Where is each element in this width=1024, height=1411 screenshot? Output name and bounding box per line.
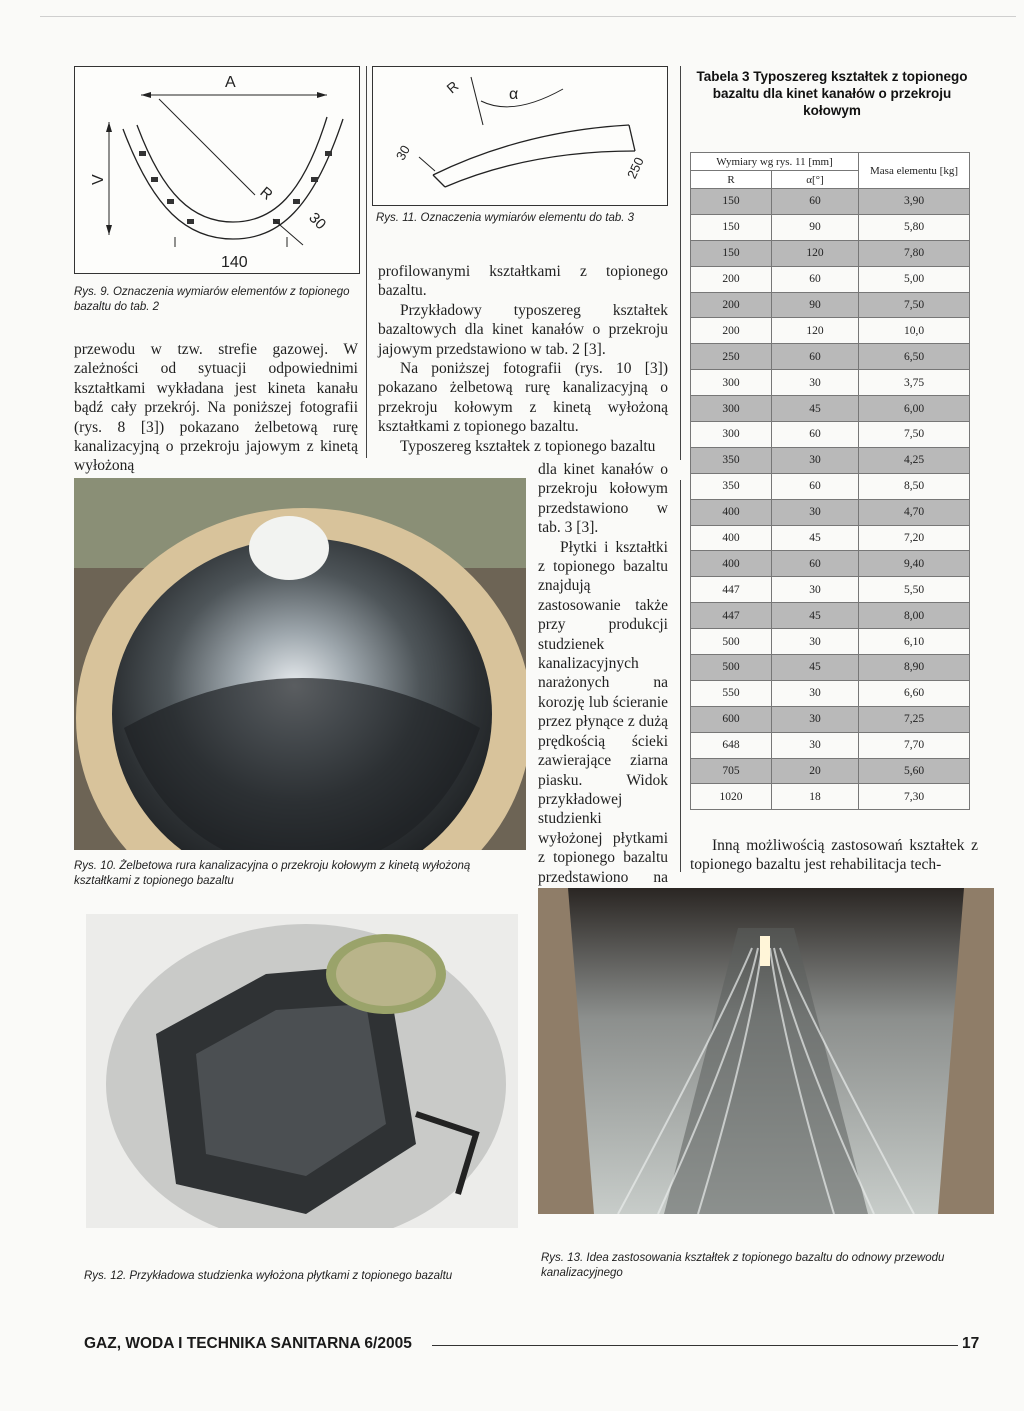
thickness-30-label: 30 <box>392 142 414 163</box>
column-3-text <box>690 836 978 875</box>
table-row <box>691 603 970 629</box>
cell-r: 447 <box>691 603 772 629</box>
dim-30-label: 30 <box>305 209 330 234</box>
cell-alpha: 60 <box>772 551 859 577</box>
table-row <box>691 240 970 266</box>
footer-page-number: 17 <box>962 1335 980 1352</box>
dim-v-label: V <box>90 174 107 185</box>
table-row <box>691 214 970 240</box>
cell-mass: 6,60 <box>859 680 970 706</box>
column-rule-3 <box>680 480 681 872</box>
table-row <box>691 655 970 681</box>
figure-10-photo <box>74 478 526 850</box>
figure-9-caption: Rys. 9. Oznaczenia wymiarów elementów z topionego bazaltu do tab. 2 <box>74 286 350 313</box>
cell-alpha: 30 <box>772 629 859 655</box>
footer-rule <box>432 1345 958 1346</box>
cell-alpha: 30 <box>772 732 859 758</box>
table-3-grid <box>690 152 970 810</box>
figure-9-diagram <box>74 66 360 274</box>
col2-p5: Płytki i kształtki z topionego bazaltu znajdują zastosowanie także przy produkcji studzienek kanalizacyjnych narażonych na korozję lub ścieranie przez płynące z dużą prędkością ścieki zawierające ziarna piasku. Widok przykładowej studzienki wyłożonej płytkami z topionego bazaltu przedstawiono na <box>538 538 668 886</box>
header-r: R <box>691 171 772 189</box>
footer-journal: GAZ, WODA I TECHNIKA SANITARNA 6/2005 <box>84 1335 412 1352</box>
cell-alpha: 30 <box>772 706 859 732</box>
table-row <box>691 396 970 422</box>
col2-p4-first: Typoszereg kształtek z topionego bazaltu <box>400 437 656 455</box>
table-3-title: Tabela 3 Typoszereg kształtek z topionego bazaltu dla kinet kanałów o przekroju kołowym <box>696 69 968 118</box>
cell-r: 400 <box>691 525 772 551</box>
cell-r: 550 <box>691 680 772 706</box>
cell-r: 200 <box>691 266 772 292</box>
cell-r: 200 <box>691 292 772 318</box>
alpha-label: α <box>509 86 519 103</box>
table-row <box>691 551 970 577</box>
cell-alpha: 45 <box>772 655 859 681</box>
cell-mass: 8,50 <box>859 473 970 499</box>
header-dimensions: Wymiary wg rys. 11 [mm] <box>691 153 859 171</box>
cell-alpha: 90 <box>772 292 859 318</box>
column-rule-2 <box>680 66 681 460</box>
cell-alpha: 60 <box>772 266 859 292</box>
cell-mass: 3,75 <box>859 370 970 396</box>
cell-r: 500 <box>691 655 772 681</box>
cell-alpha: 120 <box>772 318 859 344</box>
cell-r: 350 <box>691 473 772 499</box>
col2-p2: Przykładowy typoszereg kształtek bazaltowych dla kinet kanałów o przekroju jajowym przedstawiono w tab. 2 [3]. <box>378 301 668 358</box>
cell-mass: 7,70 <box>859 732 970 758</box>
figure-13-caption: Rys. 13. Idea zastosowania kształtek z topionego bazaltu do odnowy przewodu kanalizacyjnego <box>541 1252 945 1279</box>
table-row <box>691 629 970 655</box>
table-3 <box>690 152 970 810</box>
figure-11-diagram <box>372 66 668 206</box>
col2-p1: profilowanymi kształtkami z topionego bazaltu. <box>378 263 668 300</box>
cell-alpha: 30 <box>772 370 859 396</box>
cell-alpha: 60 <box>772 189 859 215</box>
cell-mass: 9,40 <box>859 551 970 577</box>
cell-r: 250 <box>691 344 772 370</box>
cell-r: 150 <box>691 240 772 266</box>
cell-r: 400 <box>691 499 772 525</box>
table-row <box>691 422 970 448</box>
cell-alpha: 60 <box>772 473 859 499</box>
col2-p3: Na poniższej fotografii (rys. 10 [3]) pokazano żelbetową rurę kanalizacyjną o przekroju kołowym z kinetą wyłożoną kształtkami z topionego bazaltu. <box>378 360 668 436</box>
figure-12-caption: Rys. 12. Przykładowa studzienka wyłożona płytkami z topionego bazaltu <box>84 1270 453 1282</box>
col1-paragraph: przewodu w tzw. strefie gazowej. W zależności od sytuacji odpowiednimi kształtkami wykładana jest kineta kanału bądź cały przekrój. Na poniższej fotografii (rys. 8 [3]) pokazano żelbetową rurę kanalizacyjną o przekroju jajowym z kinetą wyłożoną <box>74 341 358 475</box>
table-row <box>691 577 970 603</box>
cell-alpha: 18 <box>772 784 859 810</box>
table-row <box>691 266 970 292</box>
cell-mass: 8,90 <box>859 655 970 681</box>
cell-mass: 5,50 <box>859 577 970 603</box>
cell-mass: 6,10 <box>859 629 970 655</box>
col2-p4-narrow: dla kinet kanałów o przekroju kołowym przedstawiono w tab. 3 [3]. <box>538 461 668 537</box>
table-row <box>691 370 970 396</box>
table-row <box>691 499 970 525</box>
length-250-label: 250 <box>623 154 647 181</box>
dim-r-label: R <box>256 183 276 204</box>
cell-alpha: 45 <box>772 525 859 551</box>
figure-13-photo <box>538 888 994 1214</box>
table-row <box>691 292 970 318</box>
cell-alpha: 60 <box>772 344 859 370</box>
cell-mass: 8,00 <box>859 603 970 629</box>
kinet-cross-section-drawing <box>75 67 359 273</box>
cell-mass: 7,80 <box>859 240 970 266</box>
cell-r: 350 <box>691 447 772 473</box>
cell-alpha: 30 <box>772 577 859 603</box>
cell-r: 1020 <box>691 784 772 810</box>
col3-paragraph: Inną możliwością zastosowań kształtek z topionego bazaltu jest rehabilitacja tech- <box>690 837 978 874</box>
cell-r: 200 <box>691 318 772 344</box>
table-row <box>691 680 970 706</box>
table-row <box>691 784 970 810</box>
cell-mass: 4,70 <box>859 499 970 525</box>
figure-11-caption: Rys. 11. Oznaczenia wymiarów elementu do tab. 3 <box>376 212 635 224</box>
table-row <box>691 318 970 344</box>
dim-140-label: 140 <box>221 254 248 271</box>
cell-alpha: 120 <box>772 240 859 266</box>
cell-alpha: 30 <box>772 499 859 525</box>
cell-r: 705 <box>691 758 772 784</box>
table-row <box>691 758 970 784</box>
cell-mass: 10,0 <box>859 318 970 344</box>
dim-a-label: A <box>225 74 236 91</box>
cell-mass: 7,50 <box>859 292 970 318</box>
cell-alpha: 60 <box>772 422 859 448</box>
cell-r: 600 <box>691 706 772 732</box>
cell-r: 500 <box>691 629 772 655</box>
cell-r: 648 <box>691 732 772 758</box>
table-row <box>691 525 970 551</box>
table-row <box>691 447 970 473</box>
cell-mass: 3,90 <box>859 189 970 215</box>
header-mass: Masa elementu [kg] <box>859 153 970 189</box>
cell-alpha: 45 <box>772 396 859 422</box>
table-row <box>691 189 970 215</box>
cell-mass: 6,50 <box>859 344 970 370</box>
table-row <box>691 732 970 758</box>
table-row <box>691 706 970 732</box>
cell-r: 300 <box>691 396 772 422</box>
cell-r: 300 <box>691 370 772 396</box>
cell-r: 150 <box>691 189 772 215</box>
r-label: R <box>443 77 462 97</box>
cell-alpha: 20 <box>772 758 859 784</box>
cell-mass: 6,00 <box>859 396 970 422</box>
cell-r: 300 <box>691 422 772 448</box>
cell-mass: 7,20 <box>859 525 970 551</box>
cell-mass: 5,80 <box>859 214 970 240</box>
cell-r: 447 <box>691 577 772 603</box>
header-alpha: α[°] <box>772 171 859 189</box>
cell-mass: 4,25 <box>859 447 970 473</box>
figure-12-photo <box>86 914 518 1228</box>
cell-mass: 7,30 <box>859 784 970 810</box>
cell-mass: 5,60 <box>859 758 970 784</box>
cell-alpha: 30 <box>772 680 859 706</box>
cell-alpha: 90 <box>772 214 859 240</box>
cell-mass: 5,00 <box>859 266 970 292</box>
column-2-text <box>378 262 668 456</box>
cell-mass: 7,50 <box>859 422 970 448</box>
top-rule <box>40 16 1016 17</box>
column-2-narrow-text <box>538 460 668 906</box>
cell-mass: 7,25 <box>859 706 970 732</box>
cell-r: 400 <box>691 551 772 577</box>
circular-element-drawing <box>373 67 667 205</box>
figure-10-caption: Rys. 10. Żelbetowa rura kanalizacyjna o przekroju kołowym z kinetą wyłożoną kształtkami z topionego bazaltu <box>74 860 471 887</box>
table-row <box>691 473 970 499</box>
table-row <box>691 344 970 370</box>
cell-alpha: 45 <box>772 603 859 629</box>
cell-alpha: 30 <box>772 447 859 473</box>
column-rule-1 <box>366 66 367 458</box>
cell-r: 150 <box>691 214 772 240</box>
column-1-text <box>74 340 358 476</box>
